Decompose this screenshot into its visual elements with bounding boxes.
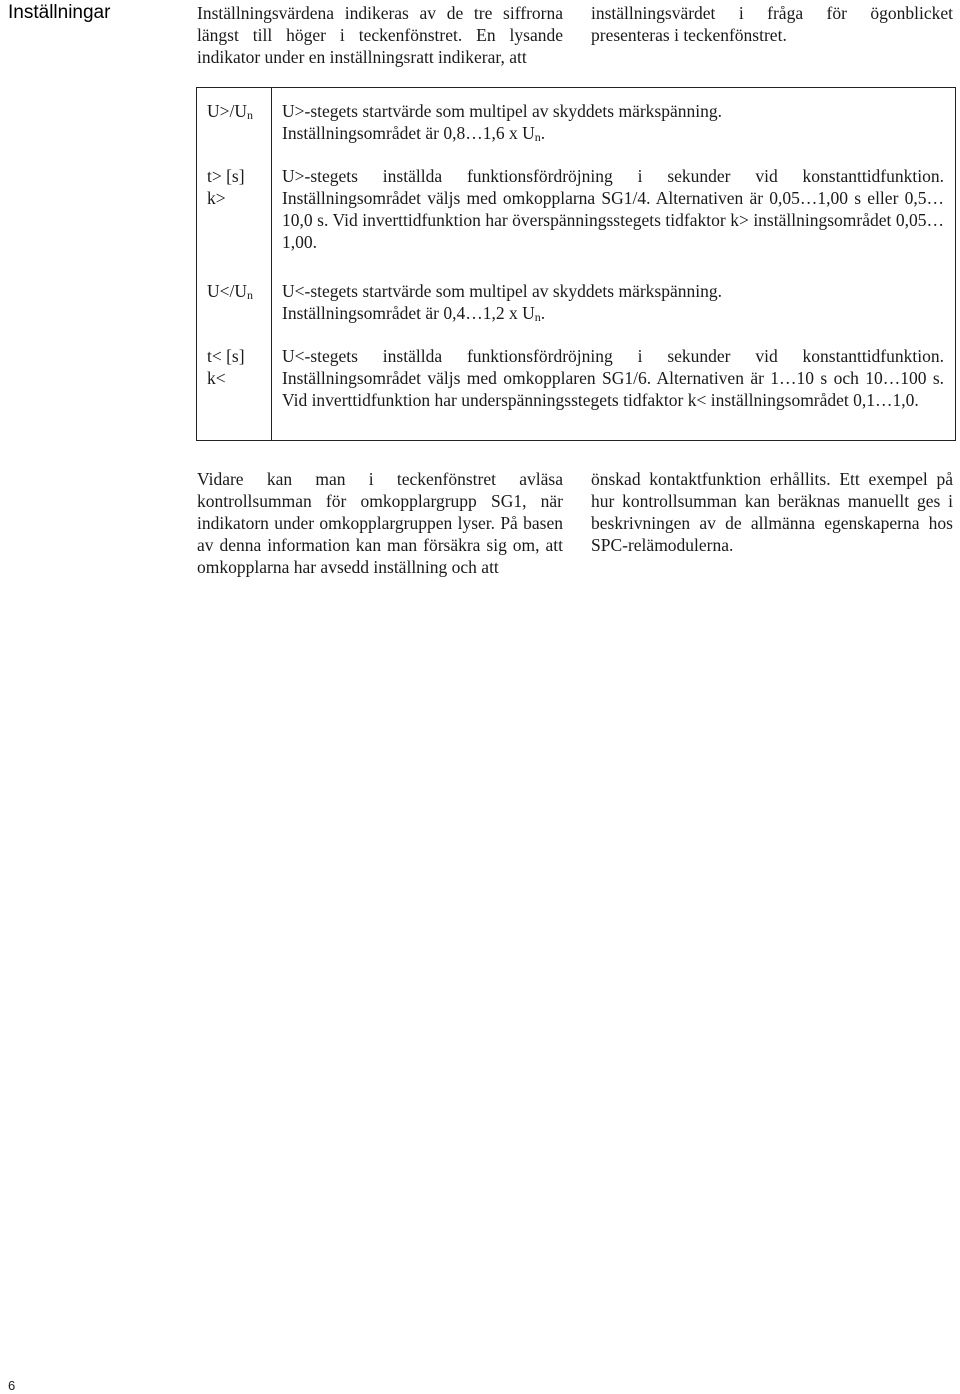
intro-right-column: [591, 2, 953, 46]
setting-description: U<-stegets startvärde som multipel av skyddets märkspänning. Inställningsområdet är 0,4…1,2 x $U_n$.: [282, 281, 722, 324]
setting-description: U<-stegets inställda funktionsfördröjning i sekunder vid konstanttidfunktion. Inställningsområdet väljs med omkopplaren SG1/6. Alternativen är 1…10 s och 10…100 s. Vid inverttidfunktion har underspänningsstegets tidfaktor k< inställningsområdet 0,1…1,0.: [282, 346, 944, 410]
intro-right-text: inställningsvärdet i fråga för ögonblicket presenteras i teckenfönstret.: [591, 3, 953, 45]
outro-right-text: önskad kontaktfunktion erhållits. Ett exempel på hur kontrollsumman kan beräknas manuellt ges i beskrivningen av de allmänna egenskaperna hos SPC-relämodulerna.: [591, 469, 953, 555]
setting-description: U>-stegets inställda funktionsfördröjning i sekunder vid konstanttidfunktion. Inställningsområdet väljs med omkopplarna SG1/4. Alternativen är 0,05…1,00 s eller 0,5…10,0 s. Vid inverttidfunktion har överspänningsstegets tidfaktor k> inställningsområdet 0,05…1,00.: [282, 166, 944, 252]
setting-key: $U>/U_n$: [207, 101, 254, 122]
outro-right-column: [591, 468, 953, 556]
outro-left-text: Vidare kan man i teckenfönstret avläsa kontrollsumman för omkopplargrupp SG1, när indikatorn under omkopplargruppen lyser. På basen av denna information kan man försäkra sig om, att omkopplarna har avsedd inställning och att: [197, 469, 563, 577]
setting-key: $U</U_n$: [207, 281, 254, 302]
setting-key: t< [s] k<: [207, 346, 245, 388]
settings-table: [196, 87, 956, 441]
intro-left-text: Inställningsvärdena indikeras av de tre siffrorna längst till höger i teckenfönstret. En lysande indikator under en inställningsratt indikerar, att: [197, 3, 563, 67]
page-number: 6: [8, 1378, 16, 1393]
intro-left-column: [197, 2, 563, 68]
outro-left-column: [197, 468, 563, 578]
column-divider: [271, 87, 272, 441]
setting-key: t> [s] k>: [207, 166, 245, 208]
setting-description: U>-stegets startvärde som multipel av skyddets märkspänning. Inställningsområdet är 0,8…1,6 x $U_n$.: [282, 101, 722, 144]
section-title: Inställningar: [8, 2, 111, 23]
